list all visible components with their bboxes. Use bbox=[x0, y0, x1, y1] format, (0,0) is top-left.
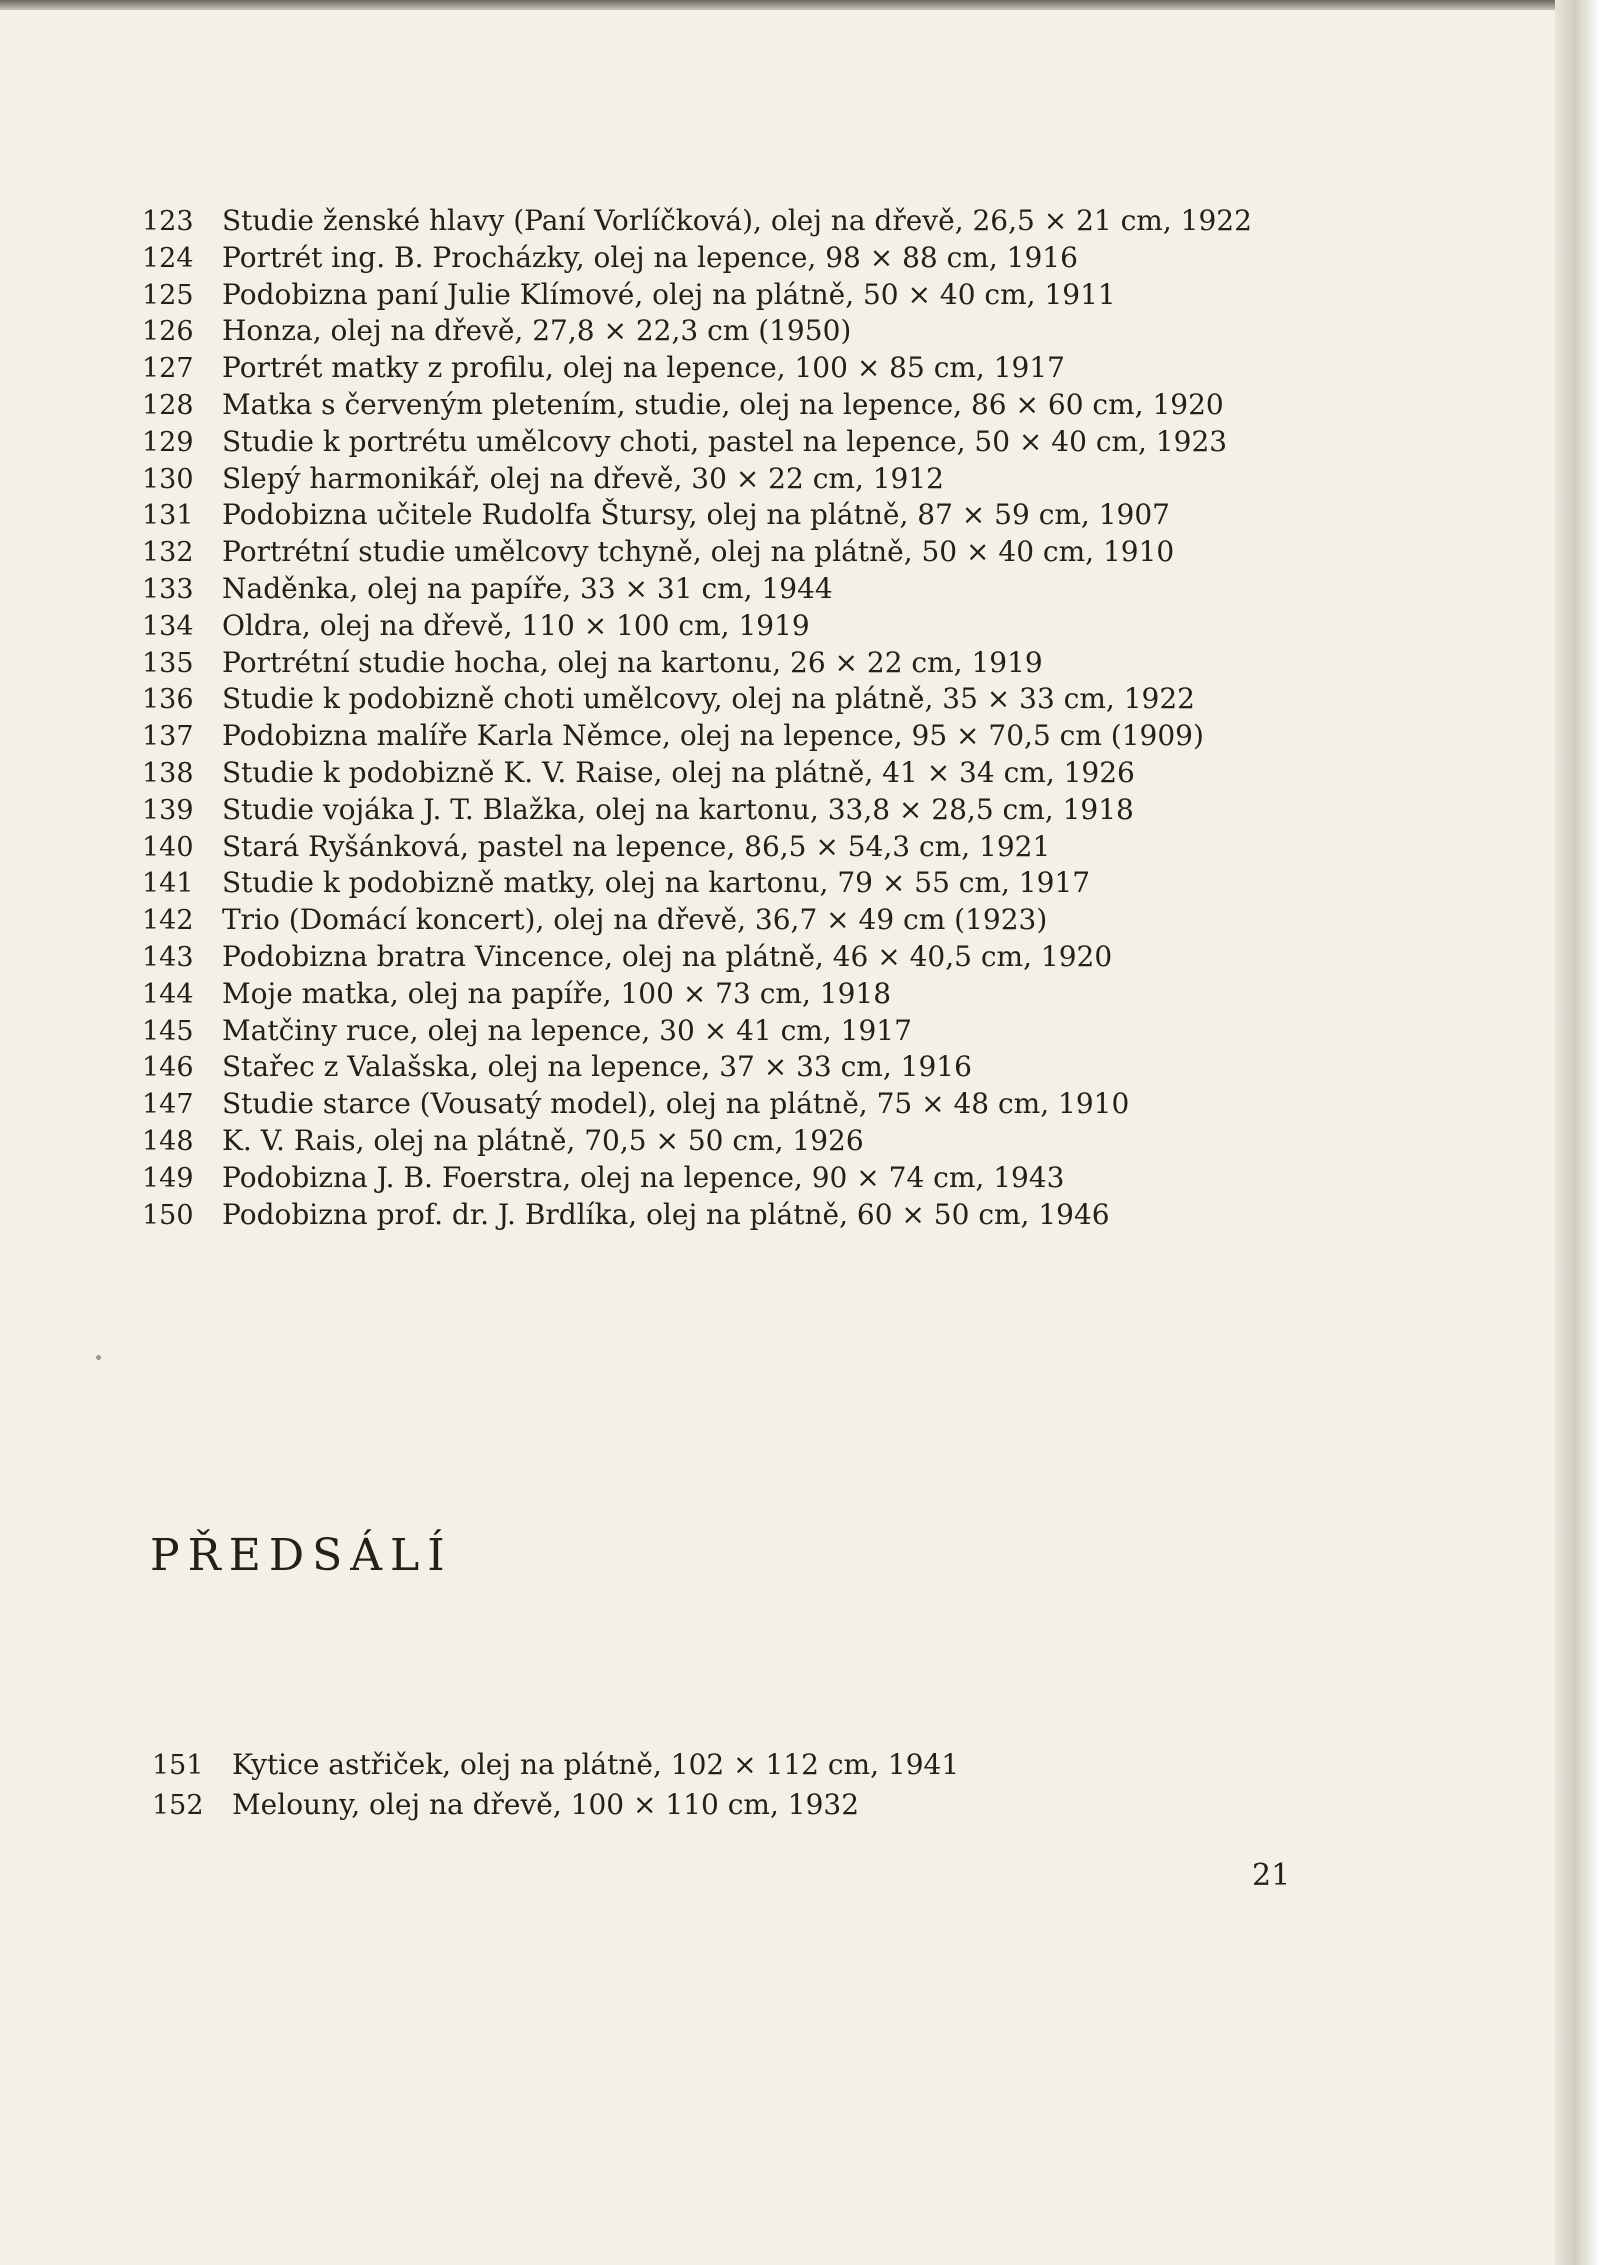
entry-text: Moje matka, olej na papíře, 100 × 73 cm, 1918 bbox=[222, 976, 892, 1010]
page-number: 21 bbox=[1252, 1858, 1291, 1893]
catalog-entry bbox=[142, 1123, 1402, 1160]
entry-text: Stařec z Valašska, olej na lepence, 37 × 33 cm, 1916 bbox=[222, 1050, 972, 1084]
catalog-entry bbox=[142, 902, 1402, 939]
catalog-entry bbox=[142, 1049, 1402, 1086]
catalog-entry bbox=[142, 387, 1402, 424]
entry-text: Podobizna prof. dr. J. Brdlíka, olej na plátně, 60 × 50 cm, 1946 bbox=[222, 1197, 1110, 1231]
entry-number: 148 bbox=[142, 1125, 194, 1157]
entry-text: Portrétní studie hocha, olej na kartonu, 26 × 22 cm, 1919 bbox=[222, 645, 1043, 679]
entry-number: 143 bbox=[142, 941, 194, 973]
entry-number: 147 bbox=[142, 1089, 194, 1121]
entry-text: Studie k podobizně choti umělcovy, olej na plátně, 35 × 33 cm, 1922 bbox=[222, 682, 1195, 716]
catalog-entry bbox=[142, 534, 1402, 571]
entry-number: 126 bbox=[142, 316, 194, 348]
catalog-entry bbox=[142, 976, 1402, 1013]
catalog-entry bbox=[142, 755, 1402, 792]
entry-text: Slepý harmonikář, olej na dřevě, 30 × 22 cm, 1912 bbox=[222, 461, 944, 495]
catalog-entry bbox=[142, 240, 1402, 277]
catalog-entry bbox=[142, 203, 1402, 240]
entry-text: Podobizna učitele Rudolfa Štursy, olej na plátně, 87 × 59 cm, 1907 bbox=[222, 498, 1170, 532]
entry-text: Stará Ryšánková, pastel na lepence, 86,5 × 54,3 cm, 1921 bbox=[222, 829, 1051, 863]
entry-number: 133 bbox=[142, 573, 194, 605]
catalog-entry bbox=[142, 350, 1402, 387]
catalog-list bbox=[142, 203, 1402, 1233]
catalog-entry bbox=[142, 1160, 1402, 1197]
entry-text: Studie starce (Vousatý model), olej na plátně, 75 × 48 cm, 1910 bbox=[222, 1087, 1130, 1121]
entry-number: 124 bbox=[142, 242, 194, 274]
entry-number: 129 bbox=[142, 426, 194, 458]
entry-number: 137 bbox=[142, 721, 194, 753]
entry-text: Studie ženské hlavy (Paní Vorlíčková), olej na dřevě, 26,5 × 21 cm, 1922 bbox=[222, 204, 1252, 237]
catalog-entry bbox=[142, 497, 1402, 534]
entry-number: 131 bbox=[142, 500, 194, 532]
entry-number: 130 bbox=[142, 463, 194, 495]
catalog-entry bbox=[142, 313, 1402, 350]
catalog-entry bbox=[142, 1197, 1402, 1234]
catalog-entry bbox=[142, 571, 1402, 608]
entry-number: 134 bbox=[142, 610, 194, 642]
entry-text: Trio (Domácí koncert), olej na dřevě, 36,7 × 49 cm (1923) bbox=[222, 903, 1048, 937]
entry-number: 125 bbox=[142, 279, 194, 311]
entry-number: 145 bbox=[142, 1015, 194, 1047]
entry-text: Matka s červeným pletením, studie, olej na lepence, 86 × 60 cm, 1920 bbox=[222, 387, 1224, 421]
catalog-entry bbox=[142, 1013, 1402, 1050]
catalog-entry bbox=[142, 939, 1402, 976]
entry-number: 152 bbox=[152, 1790, 204, 1821]
entry-text: Kytice astřiček, olej na plátně, 102 × 112 cm, 1941 bbox=[232, 1748, 960, 1781]
entry-text: Portrét ing. B. Procházky, olej na lepence, 98 × 88 cm, 1916 bbox=[222, 240, 1078, 274]
catalog-entry bbox=[142, 829, 1402, 866]
scan-top-edge bbox=[0, 0, 1600, 10]
catalog-entry bbox=[142, 865, 1402, 902]
entry-text: Oldra, olej na dřevě, 110 × 100 cm, 1919 bbox=[222, 608, 810, 642]
entry-text: Naděnka, olej na papíře, 33 × 31 cm, 1944 bbox=[222, 571, 833, 605]
entry-number: 136 bbox=[142, 684, 194, 716]
entry-number: 123 bbox=[142, 206, 194, 237]
catalog-entry bbox=[142, 1086, 1402, 1123]
entry-text: Studie k podobizně K. V. Raise, olej na plátně, 41 × 34 cm, 1926 bbox=[222, 755, 1135, 789]
catalog-entry bbox=[142, 608, 1402, 645]
entry-number: 149 bbox=[142, 1162, 194, 1194]
entry-text: Melouny, olej na dřevě, 100 × 110 cm, 1932 bbox=[232, 1788, 860, 1821]
entry-text: Portrétní studie umělcovy tchyně, olej na plátně, 50 × 40 cm, 1910 bbox=[222, 535, 1175, 569]
catalog-entry bbox=[142, 461, 1402, 498]
entry-number: 140 bbox=[142, 831, 194, 863]
entry-text: Studie vojáka J. T. Blažka, olej na kartonu, 33,8 × 28,5 cm, 1918 bbox=[222, 792, 1134, 826]
section-catalog-list bbox=[152, 1745, 1412, 1825]
entry-number: 144 bbox=[142, 978, 194, 1010]
paper-speck bbox=[96, 1355, 101, 1360]
entry-text: Podobizna J. B. Foerstra, olej na lepence, 90 × 74 cm, 1943 bbox=[222, 1160, 1065, 1194]
entry-text: Honza, olej na dřevě, 27,8 × 22,3 cm (1950) bbox=[222, 314, 852, 348]
entry-text: Podobizna bratra Vincence, olej na plátně, 46 × 40,5 cm, 1920 bbox=[222, 939, 1113, 973]
entry-text: Matčiny ruce, olej na lepence, 30 × 41 cm, 1917 bbox=[222, 1013, 912, 1047]
catalog-entry bbox=[142, 424, 1402, 461]
catalog-entry bbox=[142, 792, 1402, 829]
entry-text: Podobizna paní Julie Klímové, olej na plátně, 50 × 40 cm, 1911 bbox=[222, 277, 1116, 311]
entry-text: K. V. Rais, olej na plátně, 70,5 × 50 cm, 1926 bbox=[222, 1123, 864, 1157]
section-title: PŘEDSÁLÍ bbox=[150, 1530, 453, 1581]
catalog-entry bbox=[142, 277, 1402, 314]
catalog-entry bbox=[152, 1745, 1412, 1785]
entry-number: 142 bbox=[142, 905, 194, 937]
entry-number: 127 bbox=[142, 353, 194, 385]
catalog-entry bbox=[152, 1785, 1412, 1825]
entry-number: 146 bbox=[142, 1052, 194, 1084]
catalog-entry bbox=[142, 718, 1402, 755]
entry-number: 139 bbox=[142, 794, 194, 826]
entry-number: 128 bbox=[142, 389, 194, 421]
entry-text: Studie k portrétu umělcovy choti, pastel na lepence, 50 × 40 cm, 1923 bbox=[222, 424, 1228, 458]
catalog-entry bbox=[142, 645, 1402, 682]
catalog-entry bbox=[142, 681, 1402, 718]
entry-text: Portrét matky z profilu, olej na lepence, 100 × 85 cm, 1917 bbox=[222, 351, 1065, 385]
entry-text: Podobizna malíře Karla Němce, olej na lepence, 95 × 70,5 cm (1909) bbox=[222, 719, 1204, 753]
entry-number: 151 bbox=[152, 1750, 204, 1781]
entry-number: 138 bbox=[142, 757, 194, 789]
entry-number: 135 bbox=[142, 647, 194, 679]
entry-number: 132 bbox=[142, 537, 194, 569]
entry-number: 141 bbox=[142, 868, 194, 900]
entry-number: 150 bbox=[142, 1199, 194, 1231]
page-right-edge bbox=[1555, 0, 1600, 2265]
entry-text: Studie k podobizně matky, olej na kartonu, 79 × 55 cm, 1917 bbox=[222, 866, 1091, 900]
